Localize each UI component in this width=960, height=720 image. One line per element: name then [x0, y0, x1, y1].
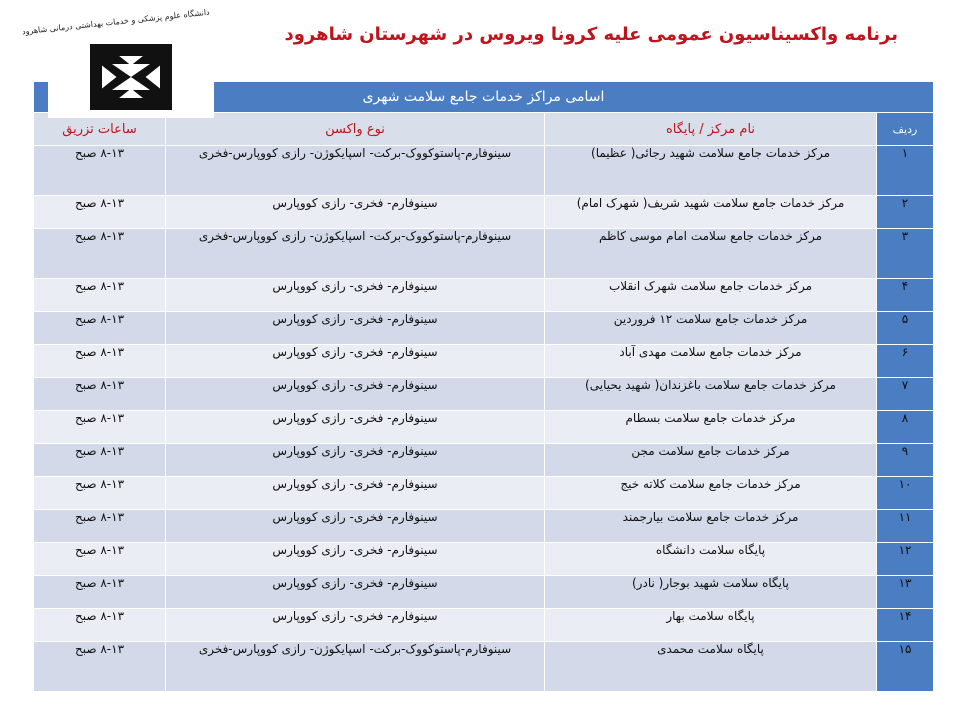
vaccine-type-cell: سینوفارم- فخری- رازی کووپارس: [166, 312, 545, 345]
row-number-cell: ۱۱: [877, 510, 934, 543]
row-number-cell: ۷: [877, 378, 934, 411]
table-row: [34, 229, 934, 279]
center-name-cell: مرکز خدمات جامع سلامت کلاته خیج: [545, 477, 877, 510]
center-name-cell: مرکز خدمات جامع سلامت ۱۲ فروردین: [545, 312, 877, 345]
center-name-cell: مرکز خدمات جامع سلامت شهید رجائی( عظیما): [545, 146, 877, 196]
vaccine-type-cell: سینوفارم- فخری- رازی کووپارس: [166, 279, 545, 312]
center-name-cell: پایگاه سلامت بهار: [545, 609, 877, 642]
center-name-cell: مرکز خدمات جامع سلامت مجن: [545, 444, 877, 477]
vaccine-type-cell: سینوفارم- فخری- رازی کووپارس: [166, 576, 545, 609]
table-row: [34, 576, 934, 609]
row-number-cell: ۸: [877, 411, 934, 444]
injection-hours-cell: ۸-۱۳ صبح: [34, 312, 166, 345]
injection-hours-cell: ۸-۱۳ صبح: [34, 543, 166, 576]
injection-hours-cell: ۸-۱۳ صبح: [34, 378, 166, 411]
vaccine-type-cell: سینوفارم- فخری- رازی کووپارس: [166, 609, 545, 642]
table-row: [34, 345, 934, 378]
row-number-cell: ۵: [877, 312, 934, 345]
table-row: [34, 411, 934, 444]
injection-hours-cell: ۸-۱۳ صبح: [34, 279, 166, 312]
center-name-cell: مرکز خدمات جامع سلامت شهید شریف( شهرک امام): [545, 196, 877, 229]
header-row-number: ردیف: [877, 113, 934, 146]
table-row: [34, 477, 934, 510]
table-row: [34, 196, 934, 229]
center-name-cell: مرکز خدمات جامع سلامت بسطام: [545, 411, 877, 444]
injection-hours-cell: ۸-۱۳ صبح: [34, 477, 166, 510]
table-row: [34, 146, 934, 196]
injection-hours-cell: ۸-۱۳ صبح: [34, 196, 166, 229]
logo-emblem-icon: [90, 44, 172, 110]
center-name-cell: مرکز خدمات جامع سلامت مهدی آباد: [545, 345, 877, 378]
row-number-cell: ۱۰: [877, 477, 934, 510]
vaccine-type-cell: سینوفارم- فخری- رازی کووپارس: [166, 510, 545, 543]
vaccine-type-cell: سینوفارم- فخری- رازی کووپارس: [166, 543, 545, 576]
table-row: [34, 609, 934, 642]
vaccine-type-cell: سینوفارم- فخری- رازی کووپارس: [166, 477, 545, 510]
center-name-cell: مرکز خدمات جامع سلامت باغزندان( شهید یحیایی): [545, 378, 877, 411]
table-row: [34, 543, 934, 576]
header-injection-hours: ساعات تزریق: [34, 113, 166, 146]
table-row: [34, 510, 934, 543]
vaccine-type-cell: سینوفارم- فخری- رازی کووپارس: [166, 378, 545, 411]
table-row: [34, 444, 934, 477]
row-number-cell: ۳: [877, 229, 934, 279]
injection-hours-cell: ۸-۱۳ صبح: [34, 609, 166, 642]
row-number-cell: ۶: [877, 345, 934, 378]
table-row: [34, 642, 934, 692]
row-number-cell: ۱۵: [877, 642, 934, 692]
row-number-cell: ۱۴: [877, 609, 934, 642]
header-vaccine-type: نوع واکسن: [166, 113, 545, 146]
injection-hours-cell: ۸-۱۳ صبح: [34, 411, 166, 444]
table-row: [34, 378, 934, 411]
vaccine-type-cell: سینوفارم- فخری- رازی کووپارس: [166, 411, 545, 444]
table-row: [34, 279, 934, 312]
vaccine-type-cell: سینوفارم- فخری- رازی کووپارس: [166, 196, 545, 229]
injection-hours-cell: ۸-۱۳ صبح: [34, 146, 166, 196]
center-name-cell: مرکز خدمات جامع سلامت بیارجمند: [545, 510, 877, 543]
table-row: [34, 312, 934, 345]
center-name-cell: مرکز خدمات جامع سلامت امام موسی کاظم: [545, 229, 877, 279]
logo-script-text: دانشگاه علوم پزشکی و خدمات بهداشتی درمانی شاهرود: [21, 7, 211, 37]
vaccine-type-cell: سینوفارم-پاستوکووک-برکت- اسپایکوژن- رازی کووپارس-فخری: [166, 146, 545, 196]
page-title: برنامه واکسیناسیون عمومی علیه کرونا ویروس در شهرستان شاهرود: [284, 24, 898, 45]
table-banner: اسامی مراکز خدمات جامع سلامت شهری: [34, 82, 934, 113]
row-number-cell: ۱: [877, 146, 934, 196]
center-name-cell: مرکز خدمات جامع سلامت شهرک انقلاب: [545, 279, 877, 312]
vaccine-type-cell: سینوفارم- فخری- رازی کووپارس: [166, 345, 545, 378]
row-number-cell: ۱۲: [877, 543, 934, 576]
header-center-name: نام مرکز / پایگاه: [545, 113, 877, 146]
row-number-cell: ۱۳: [877, 576, 934, 609]
center-name-cell: پایگاه سلامت محمدی: [545, 642, 877, 692]
center-name-cell: پایگاه سلامت دانشگاه: [545, 543, 877, 576]
vaccination-centers-table: [33, 81, 934, 692]
vaccine-type-cell: سینوفارم-پاستوکووک-برکت- اسپایکوژن- رازی کووپارس-فخری: [166, 642, 545, 692]
row-number-cell: ۹: [877, 444, 934, 477]
injection-hours-cell: ۸-۱۳ صبح: [34, 642, 166, 692]
injection-hours-cell: ۸-۱۳ صبح: [34, 229, 166, 279]
injection-hours-cell: ۸-۱۳ صبح: [34, 345, 166, 378]
vaccine-type-cell: سینوفارم-پاستوکووک-برکت- اسپایکوژن- رازی کووپارس-فخری: [166, 229, 545, 279]
table-body: [34, 146, 934, 692]
injection-hours-cell: ۸-۱۳ صبح: [34, 510, 166, 543]
row-number-cell: ۴: [877, 279, 934, 312]
center-name-cell: پایگاه سلامت شهید بوجار( نادر): [545, 576, 877, 609]
vaccine-type-cell: سینوفارم- فخری- رازی کووپارس: [166, 444, 545, 477]
injection-hours-cell: ۸-۱۳ صبح: [34, 576, 166, 609]
row-number-cell: ۲: [877, 196, 934, 229]
university-logo: [21, 7, 214, 118]
injection-hours-cell: ۸-۱۳ صبح: [34, 444, 166, 477]
